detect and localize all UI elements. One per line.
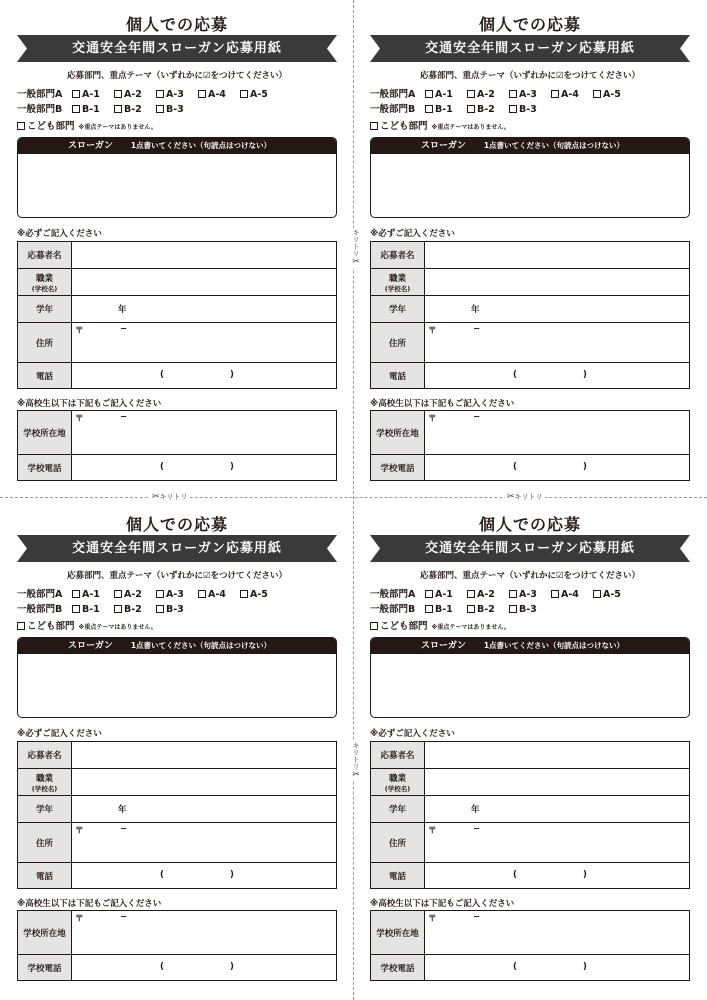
cut-label-lower: キリトリ✂ <box>347 741 360 781</box>
postal-mark: 〒 <box>428 826 437 836</box>
checkbox[interactable] <box>114 90 122 98</box>
option-a4[interactable]: A-4 <box>198 589 240 600</box>
checkbox[interactable] <box>114 590 122 598</box>
vertical-cut-line <box>353 0 354 1000</box>
postal-mark: 〒 <box>75 414 84 424</box>
postal-dash: − <box>473 824 481 834</box>
scissors-icon: ✂ <box>351 770 361 780</box>
address-label: 住所 <box>371 323 425 363</box>
paren-close: ) <box>583 462 587 472</box>
kids-note: ※重点テーマはありません。 <box>78 624 157 631</box>
option-a5[interactable]: A-5 <box>240 589 282 600</box>
applicant-table <box>17 241 337 389</box>
table-row <box>371 323 690 363</box>
grade-field[interactable] <box>72 796 337 823</box>
table-row <box>371 796 690 823</box>
option-a4[interactable]: A-4 <box>198 89 240 100</box>
checkbox[interactable] <box>509 90 517 98</box>
table-row <box>371 269 690 296</box>
paren-open: ( <box>160 370 164 380</box>
checkbox[interactable] <box>425 105 433 113</box>
checkbox[interactable] <box>551 90 559 98</box>
cut-label-right: ✂キリトリ <box>507 492 543 502</box>
kids-note: ※重点テーマはありません。 <box>431 624 510 631</box>
form-title: 個人での応募 <box>125 515 228 534</box>
table-row <box>371 911 690 955</box>
option-b3[interactable]: B-3 <box>156 604 198 615</box>
option-a3[interactable]: A-3 <box>156 589 198 600</box>
checkbox[interactable] <box>509 590 517 598</box>
phone-field[interactable] <box>425 363 690 389</box>
name-label: 応募者名 <box>18 742 72 769</box>
school-table <box>17 910 337 981</box>
checkbox[interactable] <box>240 590 248 598</box>
paren-open: ( <box>160 462 164 472</box>
option-b1[interactable]: B-1 <box>72 104 114 115</box>
kids-checkbox[interactable] <box>17 122 25 130</box>
paren-open: ( <box>513 870 517 880</box>
option-a3[interactable]: A-3 <box>509 589 551 600</box>
grade-unit: 年 <box>118 805 127 815</box>
category-instruction: 応募部門、重点テーマ（いずれかに☑をつけてください） <box>419 71 641 81</box>
slogan-instruction: 1点書いてください（句読点はつけない） <box>130 641 272 650</box>
job-label: 職業 (学校名) <box>18 769 72 796</box>
horizontal-cut-line <box>0 497 707 498</box>
grade-field[interactable] <box>425 296 690 323</box>
table-row <box>371 769 690 796</box>
form-banner <box>370 35 690 62</box>
paren-close: ) <box>230 870 234 880</box>
postal-dash: − <box>120 412 128 422</box>
checkbox[interactable] <box>425 590 433 598</box>
postal-dash: − <box>473 912 481 922</box>
checkbox[interactable] <box>425 605 433 613</box>
table-row <box>371 863 690 889</box>
checkbox[interactable] <box>156 590 164 598</box>
job-label: 職業 (学校名) <box>371 269 425 296</box>
slogan-box <box>370 637 690 718</box>
checkbox[interactable] <box>467 605 475 613</box>
option-a5[interactable]: A-5 <box>593 589 635 600</box>
entry-form-top-left <box>17 0 337 480</box>
slogan-instruction: 1点書いてください（句読点はつけない） <box>483 641 625 650</box>
category-instruction: 応募部門、重点テーマ（いずれかに☑をつけてください） <box>419 571 641 581</box>
table-row <box>18 823 337 863</box>
paren-close: ) <box>230 370 234 380</box>
postal-mark: 〒 <box>75 914 84 924</box>
postal-dash: − <box>120 324 128 334</box>
school-address-field[interactable] <box>72 411 337 455</box>
job-label: 職業 (学校名) <box>18 269 72 296</box>
school-address-label: 学校所在地 <box>18 911 72 955</box>
postal-mark: 〒 <box>428 326 437 336</box>
table-row <box>371 742 690 769</box>
slogan-header <box>371 638 689 654</box>
table-row <box>371 455 690 481</box>
required-note: ※必ずご記入ください <box>17 729 102 739</box>
general-a-row <box>17 586 282 600</box>
school-address-label: 学校所在地 <box>371 411 425 455</box>
slogan-instruction: 1点書いてください（句読点はつけない） <box>483 141 625 150</box>
kids-row <box>17 618 157 632</box>
grade-unit: 年 <box>118 305 127 315</box>
applicant-table <box>17 741 337 889</box>
general-a-label: 一般部門A <box>17 89 63 100</box>
table-row <box>18 411 337 455</box>
option-b3[interactable]: B-3 <box>156 104 198 115</box>
required-note: ※必ずご記入ください <box>17 229 102 239</box>
grade-label: 学年 <box>18 796 72 823</box>
general-a-label: 一般部門A <box>370 589 416 600</box>
checkbox[interactable] <box>156 105 164 113</box>
school-phone-field[interactable] <box>72 955 337 981</box>
phone-label: 電話 <box>371 863 425 889</box>
job-field[interactable] <box>425 269 690 296</box>
option-a2[interactable]: A-2 <box>467 589 509 600</box>
school-table <box>370 410 690 481</box>
option-a2[interactable]: A-2 <box>467 89 509 100</box>
grade-label: 学年 <box>371 296 425 323</box>
option-a2[interactable]: A-2 <box>114 589 156 600</box>
school-table <box>370 910 690 981</box>
name-label: 応募者名 <box>371 242 425 269</box>
phone-field[interactable] <box>72 863 337 889</box>
scissors-icon: ✂ <box>507 492 515 502</box>
option-a5[interactable]: A-5 <box>240 89 282 100</box>
phone-field[interactable] <box>425 863 690 889</box>
form-banner <box>17 535 337 562</box>
option-b3[interactable]: B-3 <box>509 604 551 615</box>
kids-label: こども部門 <box>380 121 428 132</box>
checkbox[interactable] <box>72 90 80 98</box>
option-a4[interactable]: A-4 <box>551 589 593 600</box>
slogan-instruction: 1点書いてください（句読点はつけない） <box>130 141 272 150</box>
kids-row <box>17 118 157 132</box>
postal-mark: 〒 <box>75 326 84 336</box>
form-title: 個人での応募 <box>478 515 581 534</box>
option-a4[interactable]: A-4 <box>551 89 593 100</box>
postal-dash: − <box>473 324 481 334</box>
paren-open: ( <box>513 370 517 380</box>
kids-row <box>370 118 510 132</box>
form-banner <box>370 535 690 562</box>
general-b-label: 一般部門B <box>17 604 63 615</box>
kids-checkbox[interactable] <box>370 622 378 630</box>
grade-label: 学年 <box>371 796 425 823</box>
kids-label: こども部門 <box>27 121 75 132</box>
name-field[interactable] <box>425 242 690 269</box>
kids-label: こども部門 <box>380 621 428 632</box>
high-school-note: ※高校生以下は下記もご記入ください <box>370 899 515 909</box>
option-b1[interactable]: B-1 <box>425 104 467 115</box>
paren-open: ( <box>513 462 517 472</box>
slogan-box <box>17 637 337 718</box>
address-label: 住所 <box>371 823 425 863</box>
school-address-field[interactable] <box>425 411 690 455</box>
grade-field[interactable] <box>72 296 337 323</box>
category-instruction: 応募部門、重点テーマ（いずれかに☑をつけてください） <box>66 571 288 581</box>
table-row <box>18 911 337 955</box>
kids-note: ※重点テーマはありません。 <box>431 124 510 131</box>
checkbox[interactable] <box>425 90 433 98</box>
general-b-row <box>370 601 551 615</box>
postal-mark: 〒 <box>75 826 84 836</box>
checkbox[interactable] <box>509 105 517 113</box>
school-phone-field[interactable] <box>425 455 690 481</box>
slogan-label: スローガン <box>421 641 466 651</box>
school-phone-field[interactable] <box>425 955 690 981</box>
form-title: 個人での応募 <box>478 15 581 34</box>
job-field[interactable] <box>425 769 690 796</box>
checkbox[interactable] <box>72 590 80 598</box>
general-b-label: 一般部門B <box>370 604 416 615</box>
table-row <box>18 269 337 296</box>
table-row <box>18 796 337 823</box>
slogan-header <box>18 138 336 154</box>
job-label: 職業 (学校名) <box>371 769 425 796</box>
checkbox[interactable] <box>156 605 164 613</box>
name-label: 応募者名 <box>18 242 72 269</box>
address-field[interactable] <box>72 823 337 863</box>
school-phone-field[interactable] <box>72 455 337 481</box>
paren-open: ( <box>160 870 164 880</box>
slogan-box <box>17 137 337 218</box>
table-row <box>18 363 337 389</box>
required-note: ※必ずご記入ください <box>370 229 455 239</box>
general-a-label: 一般部門A <box>370 89 416 100</box>
entry-form-bottom-left <box>17 500 337 980</box>
slogan-label: スローガン <box>421 141 466 151</box>
phone-label: 電話 <box>18 363 72 389</box>
job-field[interactable] <box>72 769 337 796</box>
school-phone-label: 学校電話 <box>371 955 425 981</box>
banner-text: 交通安全年間スローガン応募用紙 <box>72 41 282 56</box>
table-row <box>18 769 337 796</box>
option-a1[interactable]: A-1 <box>72 589 114 600</box>
table-row <box>371 363 690 389</box>
general-b-row <box>17 601 198 615</box>
table-row <box>18 242 337 269</box>
general-a-label: 一般部門A <box>17 589 63 600</box>
paren-open: ( <box>160 962 164 972</box>
option-a1[interactable]: A-1 <box>425 589 467 600</box>
option-b1[interactable]: B-1 <box>72 604 114 615</box>
slogan-header <box>371 138 689 154</box>
slogan-input-area[interactable] <box>18 154 336 217</box>
school-phone-label: 学校電話 <box>18 455 72 481</box>
phone-field[interactable] <box>72 363 337 389</box>
grade-label: 学年 <box>18 296 72 323</box>
name-field[interactable] <box>425 742 690 769</box>
name-field[interactable] <box>72 242 337 269</box>
applicant-table <box>370 241 690 389</box>
paren-open: ( <box>513 962 517 972</box>
school-phone-label: 学校電話 <box>371 455 425 481</box>
form-banner <box>17 35 337 62</box>
paren-close: ) <box>583 370 587 380</box>
scissors-icon: ✂ <box>152 492 160 502</box>
checkbox[interactable] <box>198 590 206 598</box>
school-address-field[interactable] <box>425 911 690 955</box>
checkbox[interactable] <box>72 105 80 113</box>
table-row <box>371 296 690 323</box>
option-b2[interactable]: B-2 <box>467 604 509 615</box>
option-b2[interactable]: B-2 <box>114 604 156 615</box>
address-label: 住所 <box>18 823 72 863</box>
table-row <box>18 955 337 981</box>
slogan-input-area[interactable] <box>371 154 689 217</box>
high-school-note: ※高校生以下は下記もご記入ください <box>17 399 162 409</box>
grade-field[interactable] <box>425 796 690 823</box>
general-a-row <box>17 86 282 100</box>
option-b1[interactable]: B-1 <box>425 604 467 615</box>
kids-label: こども部門 <box>27 621 75 632</box>
option-b2[interactable]: B-2 <box>467 104 509 115</box>
table-row <box>371 242 690 269</box>
address-label: 住所 <box>18 323 72 363</box>
checkbox[interactable] <box>467 590 475 598</box>
banner-text: 交通安全年間スローガン応募用紙 <box>425 541 635 556</box>
postal-mark: 〒 <box>428 414 437 424</box>
table-row <box>18 323 337 363</box>
option-a1[interactable]: A-1 <box>425 89 467 100</box>
postal-dash: − <box>473 412 481 422</box>
option-a2[interactable]: A-2 <box>114 89 156 100</box>
postal-mark: 〒 <box>428 914 437 924</box>
checkbox[interactable] <box>114 105 122 113</box>
general-a-row <box>370 586 635 600</box>
form-title: 個人での応募 <box>125 15 228 34</box>
cut-label-upper: キリトリ✂ <box>347 228 360 268</box>
checkbox[interactable] <box>593 590 601 598</box>
table-row <box>18 863 337 889</box>
checkbox[interactable] <box>240 90 248 98</box>
table-row <box>371 955 690 981</box>
cut-label-left: ✂キリトリ <box>152 492 188 502</box>
scissors-icon: ✂ <box>351 257 361 267</box>
address-field[interactable] <box>425 323 690 363</box>
checkbox[interactable] <box>198 90 206 98</box>
option-a5[interactable]: A-5 <box>593 89 635 100</box>
checkbox[interactable] <box>156 90 164 98</box>
table-row <box>18 296 337 323</box>
table-row <box>18 742 337 769</box>
slogan-input-area[interactable] <box>371 654 689 717</box>
entry-form-bottom-right <box>370 500 690 980</box>
paren-close: ) <box>583 870 587 880</box>
school-address-label: 学校所在地 <box>18 411 72 455</box>
banner-text: 交通安全年間スローガン応募用紙 <box>72 541 282 556</box>
high-school-note: ※高校生以下は下記もご記入ください <box>370 399 515 409</box>
paren-close: ) <box>583 962 587 972</box>
school-address-field[interactable] <box>72 911 337 955</box>
checkbox[interactable] <box>551 590 559 598</box>
postal-dash: − <box>120 824 128 834</box>
checkbox[interactable] <box>509 605 517 613</box>
checkbox[interactable] <box>114 605 122 613</box>
slogan-header <box>18 638 336 654</box>
slogan-label: スローガン <box>68 641 113 651</box>
slogan-box <box>370 137 690 218</box>
school-phone-label: 学校電話 <box>18 955 72 981</box>
table-row <box>371 411 690 455</box>
job-field[interactable] <box>72 269 337 296</box>
checkbox[interactable] <box>467 90 475 98</box>
paren-close: ) <box>230 962 234 972</box>
phone-label: 電話 <box>371 363 425 389</box>
entry-form-top-right <box>370 0 690 480</box>
school-table <box>17 410 337 481</box>
general-a-row <box>370 86 635 100</box>
table-row <box>18 455 337 481</box>
general-b-label: 一般部門B <box>17 104 63 115</box>
general-b-row <box>17 101 198 115</box>
phone-label: 電話 <box>18 863 72 889</box>
checkbox[interactable] <box>72 605 80 613</box>
required-note: ※必ずご記入ください <box>370 729 455 739</box>
address-field[interactable] <box>425 823 690 863</box>
option-a3[interactable]: A-3 <box>156 89 198 100</box>
postal-dash: − <box>120 912 128 922</box>
checkbox[interactable] <box>593 90 601 98</box>
name-field[interactable] <box>72 742 337 769</box>
kids-checkbox[interactable] <box>370 122 378 130</box>
slogan-input-area[interactable] <box>18 654 336 717</box>
kids-row <box>370 618 510 632</box>
checkbox[interactable] <box>467 105 475 113</box>
name-label: 応募者名 <box>371 742 425 769</box>
general-b-label: 一般部門B <box>370 104 416 115</box>
banner-text: 交通安全年間スローガン応募用紙 <box>425 41 635 56</box>
category-instruction: 応募部門、重点テーマ（いずれかに☑をつけてください） <box>66 71 288 81</box>
option-a3[interactable]: A-3 <box>509 89 551 100</box>
general-b-row <box>370 101 551 115</box>
option-b2[interactable]: B-2 <box>114 104 156 115</box>
grade-unit: 年 <box>471 305 480 315</box>
high-school-note: ※高校生以下は下記もご記入ください <box>17 899 162 909</box>
option-b3[interactable]: B-3 <box>509 104 551 115</box>
kids-checkbox[interactable] <box>17 622 25 630</box>
school-address-label: 学校所在地 <box>371 911 425 955</box>
grade-unit: 年 <box>471 805 480 815</box>
kids-note: ※重点テーマはありません。 <box>78 124 157 131</box>
applicant-table <box>370 741 690 889</box>
paren-close: ) <box>230 462 234 472</box>
slogan-label: スローガン <box>68 141 113 151</box>
table-row <box>371 823 690 863</box>
address-field[interactable] <box>72 323 337 363</box>
option-a1[interactable]: A-1 <box>72 89 114 100</box>
